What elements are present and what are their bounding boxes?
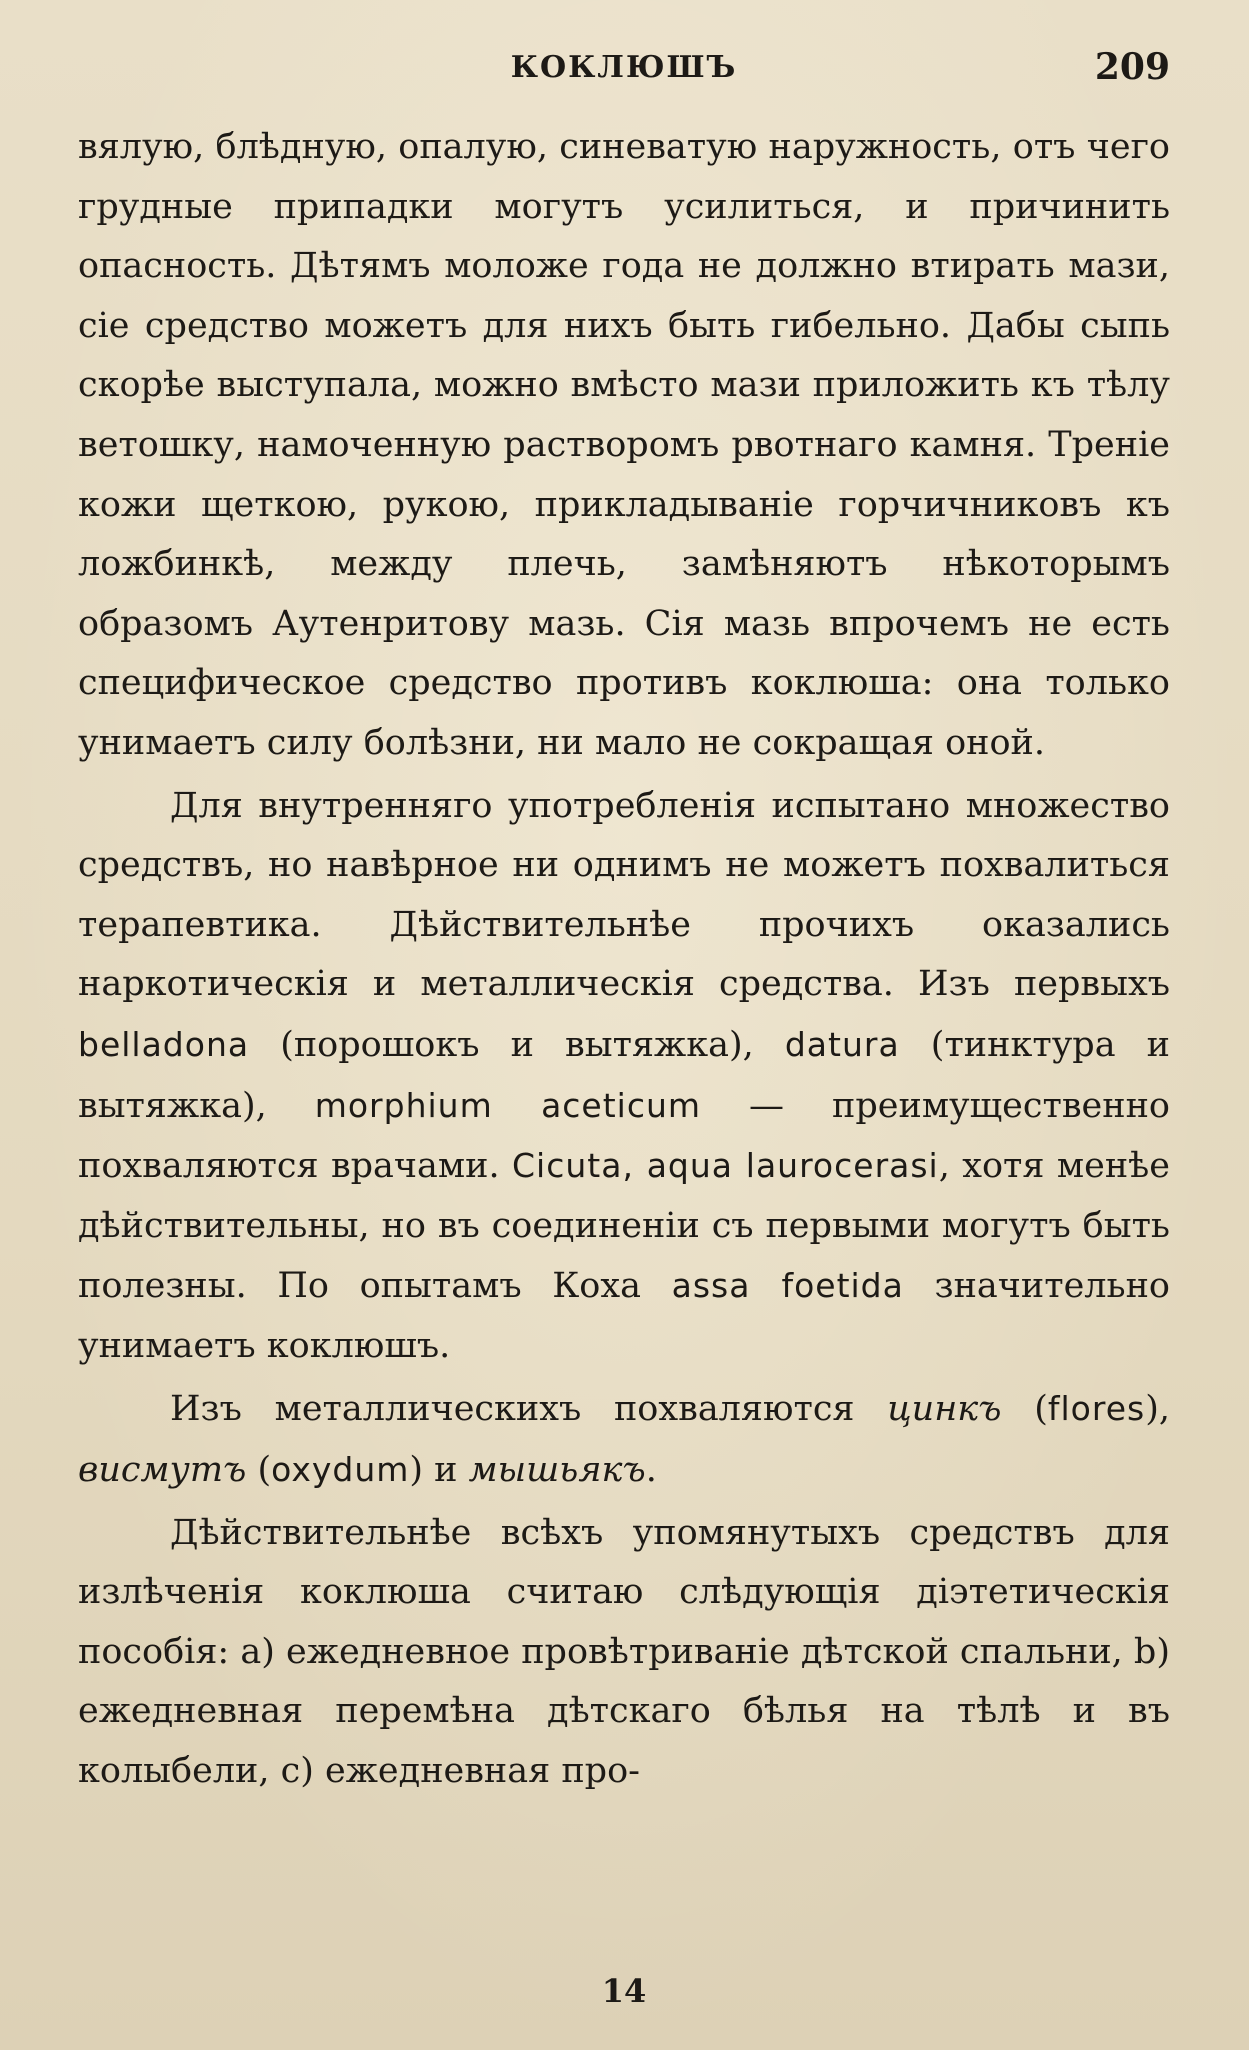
latin-term-belladona: belladona — [78, 1024, 250, 1064]
paragraph-text: — преимущественно похваляются врачами. — [78, 1085, 1170, 1187]
paragraph-text: ( — [1001, 1389, 1048, 1430]
body-text — [78, 118, 1170, 1802]
latin-term-oxydum: oxydum — [271, 1450, 410, 1490]
paragraph-text: , хотя менѣе дѣйствительны, но въ соединеніи съ первыми могутъ быть полезны. По опытамъ Коха — [78, 1146, 1170, 1307]
latin-term-cicuta: Cicuta, aqua laurocerasi — [512, 1146, 939, 1186]
paragraph-text: . — [645, 1450, 657, 1491]
latin-term-flores: flores — [1047, 1389, 1146, 1429]
paragraph-internal-remedies — [78, 777, 1170, 1377]
paragraph-text: (тинктура и вытяжка), — [78, 1024, 1170, 1126]
paragraph-text: (порошокъ и вытяжка), — [249, 1024, 785, 1065]
latin-term-datura: datura — [784, 1024, 900, 1064]
running-title: КОКЛЮШЪ — [510, 50, 738, 85]
paragraph-text: значительно унимаетъ коклюшъ. — [78, 1266, 1170, 1366]
paragraph-dietetic-measures: Дѣйствительнѣе всѣхъ упомянутыхъ средствъ для излѣченія коклюша считаю слѣдующія діэтетическія пособія: а) ежедневное провѣтриваніе дѣтской спальни, b) ежедневная перемѣна дѣтскаго бѣлья на тѣлѣ и въ колыбели, с) ежедневная про- — [78, 1512, 1170, 1792]
paragraph-continued: вялую, блѣдную, опалую, синеватую наружность, отъ чего грудные припадки могутъ усилиться, и причинить опасность. Дѣтямъ моложе года не должно втирать мази, сіе средство можетъ для нихъ быть гибельно. Дабы сыпь скорѣе выступала, можно вмѣсто мази приложить къ тѣлу ветошку, намоченную растворомъ рвотнаго камня. Треніе кожи щеткою, рукою, прикладываніе горчичниковъ къ ложбинкѣ, между плечь, замѣняютъ нѣкоторымъ образомъ Аутенритову мазь. Сія мазь впрочемъ не есть специфическое средство противъ коклюша: она только унимаетъ силу болѣзни, ни мало не сокращая оной. — [78, 127, 1170, 763]
running-head — [78, 46, 1170, 86]
italic-term-bismuth: висмутъ — [78, 1450, 247, 1491]
paragraph-text: Для внутренняго употребленія испытано множество средствъ, но навѣрное ни однимъ не можетъ похвалиться терапевтика. Дѣйствительнѣе прочихъ оказались наркотическія и металлическія средства. Изъ первыхъ — [78, 785, 1170, 1005]
paragraph-text: ) и — [409, 1450, 469, 1491]
page-number: 209 — [1094, 46, 1170, 88]
paragraph-text: ), — [1145, 1389, 1170, 1430]
paragraph-metallic-remedies — [78, 1379, 1170, 1500]
italic-term-arsenic: мышьякъ — [468, 1450, 646, 1491]
latin-term-morphium: morphium aceticum — [314, 1085, 702, 1125]
italic-term-zinc: цинкъ — [887, 1389, 1002, 1430]
printer-signature-mark: 14 — [601, 1972, 647, 2010]
latin-term-assa-foetida: assa foetida — [671, 1266, 904, 1306]
paragraph-text: ( — [246, 1450, 272, 1491]
paragraph-text: Изъ металлическихъ похваляются — [170, 1389, 888, 1430]
